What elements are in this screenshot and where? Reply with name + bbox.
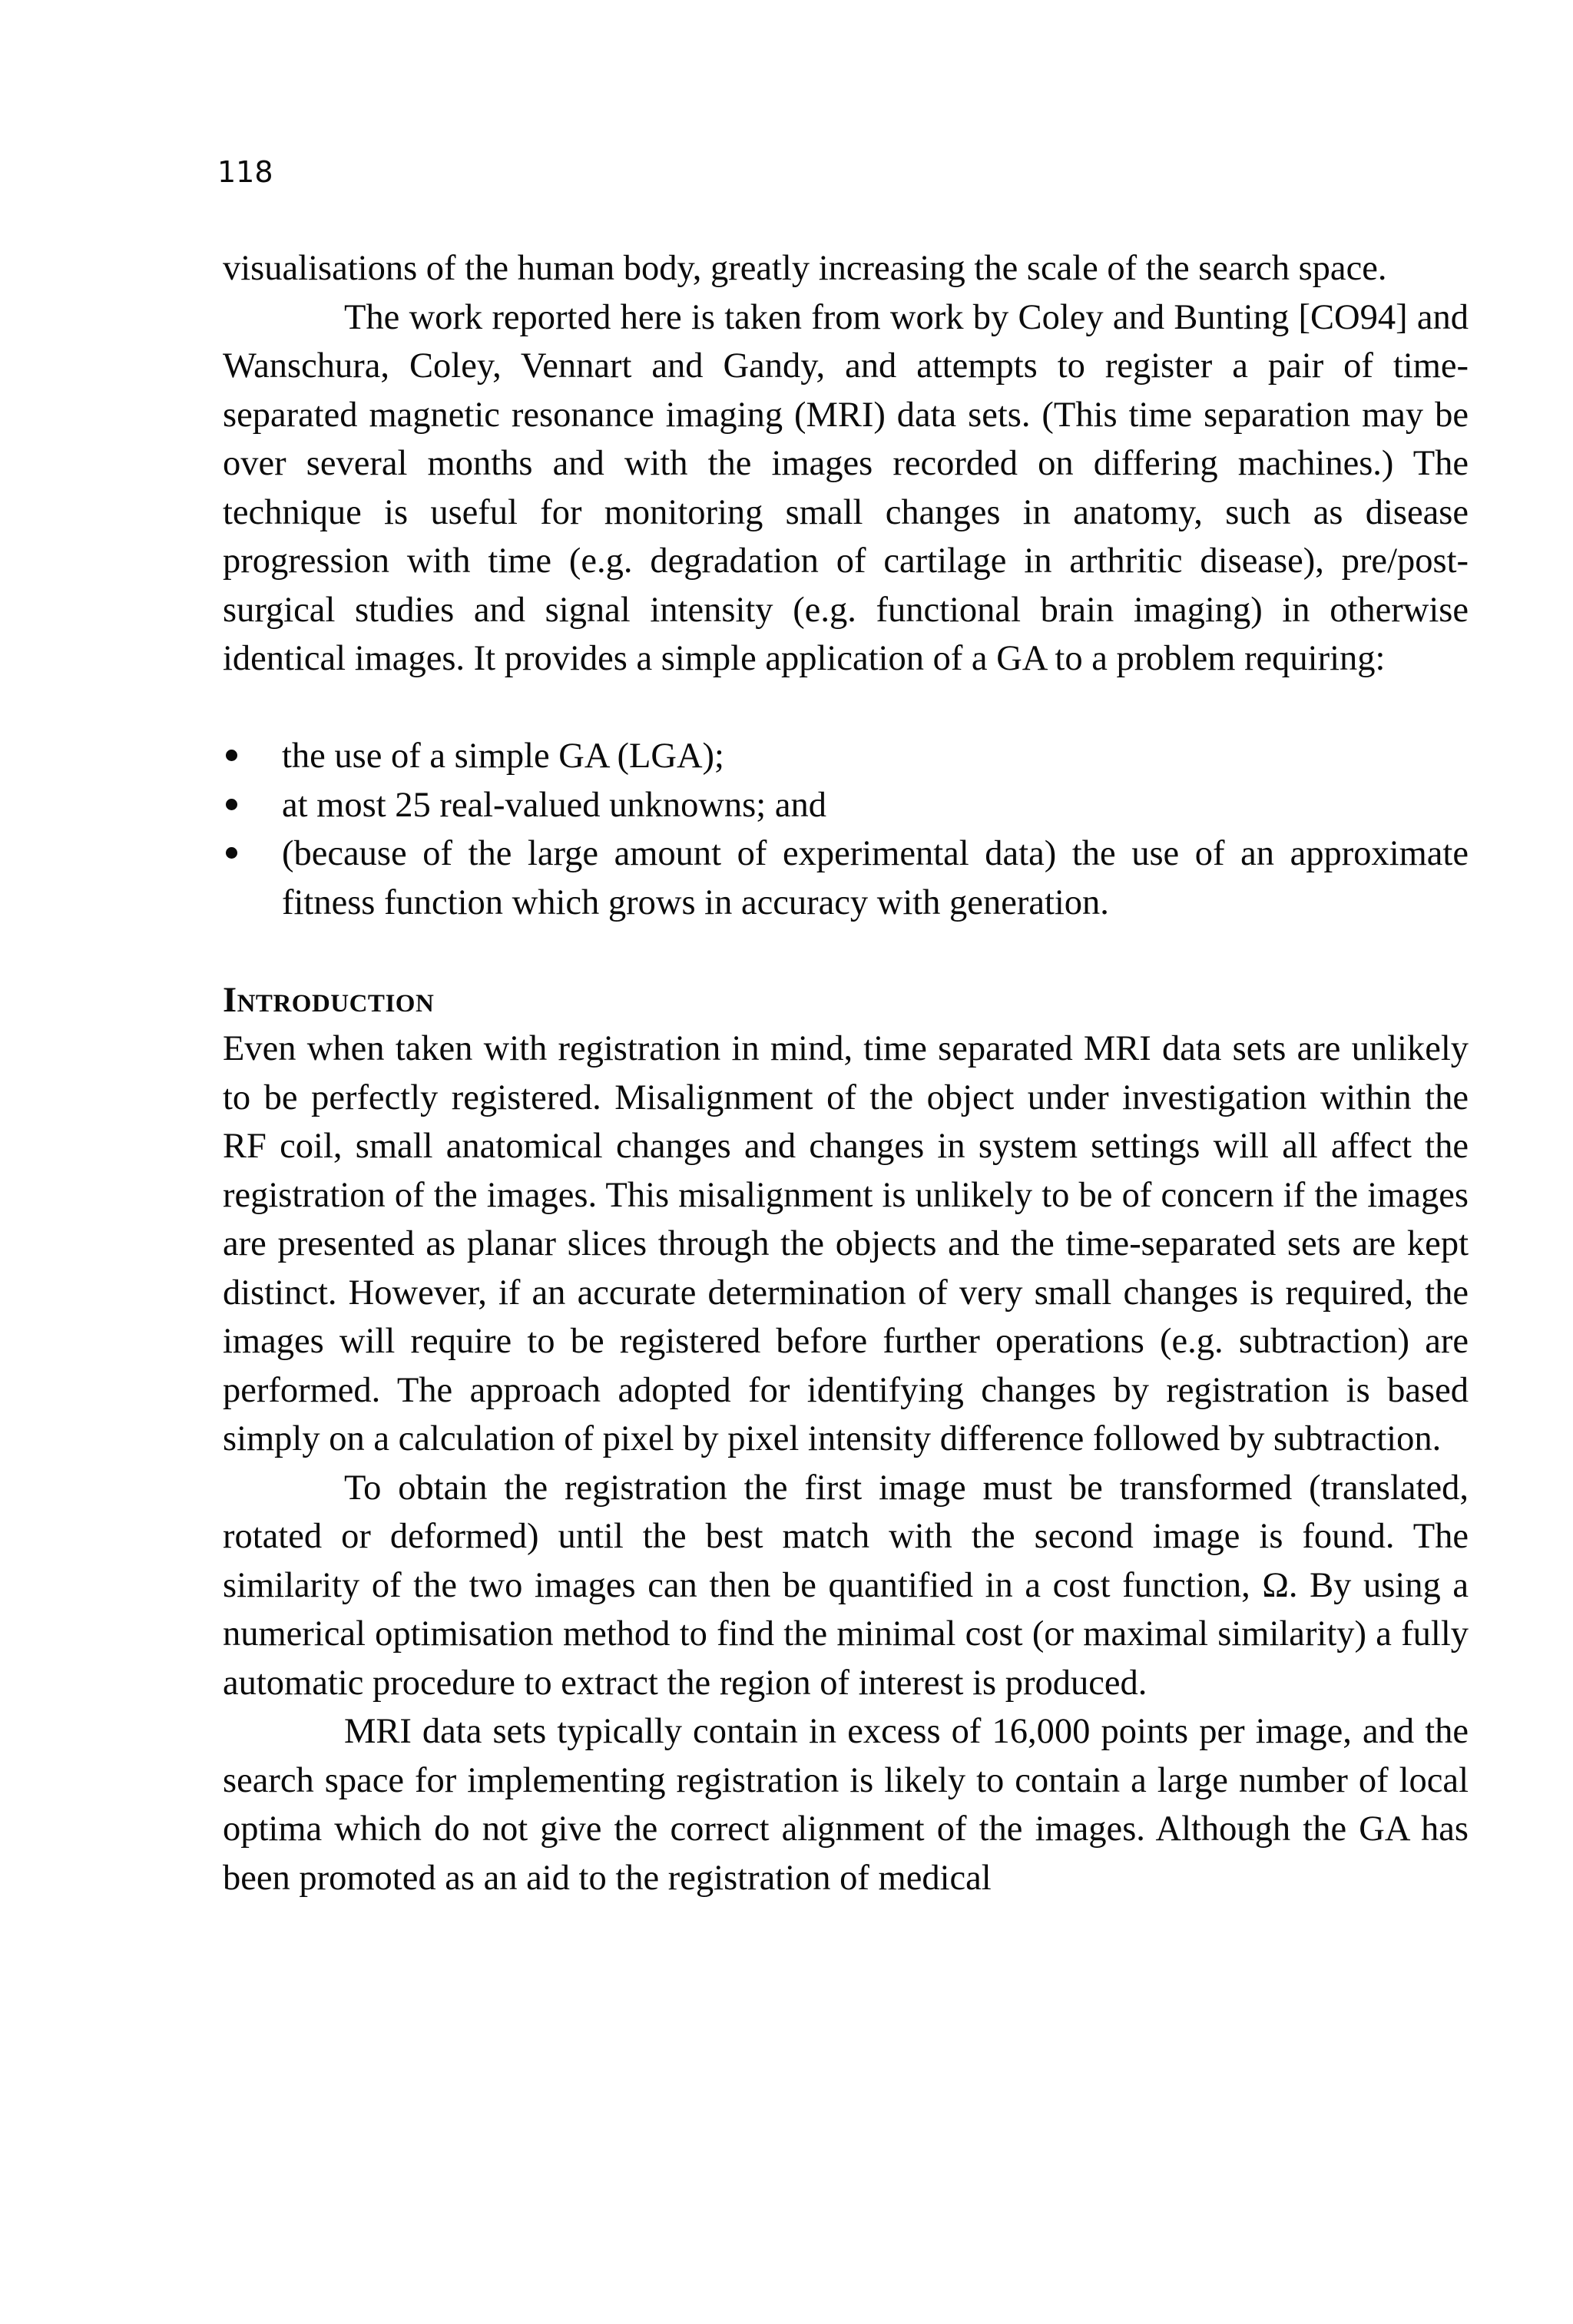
paragraph-mri-data: MRI data sets typically contain in excess of 16,000 points per image, and the search space for implementing registration is likely to contain a large number of local optima which do not give the correct alignment of the images. Although the GA has been promoted as an aid to the registration of medical bbox=[223, 1712, 1469, 1898]
paragraph-continued: visualisations of the human body, greatly increasing the scale of the search space. bbox=[223, 249, 1387, 288]
paragraph-work-reported: The work reported here is taken from work by Coley and Bunting [CO94] and Wanschura, Coley, Vennart and Gandy, and attempts to register a pair of time-separated magnetic resonance imaging (MRI) data sets. (This time separation may be over several months and with the images recorded on differing machines.) The technique is useful for monitoring small changes in anatomy, such as disease progression with time (e.g. degradation of cartilage in arthritic disease), pre/post-surgical studies and signal intensity (e.g. functional brain imaging) in otherwise identical images. It provides a simple application of a GA to a problem requiring: bbox=[223, 297, 1469, 678]
paragraph-intro: Even when taken with registration in mind, time separated MRI data sets are unlikely to be perfectly registered. Misalignment of the object under investigation within the RF coil, small anatomical changes and changes in system settings will all affect the registration of the images. This misalignment is unlikely to be of concern if the images are presented as planar slices through the objects and the time-separated sets are kept distinct. However, if an accurate determination of very small changes is required, the images will require to be registered before further operations (e.g. subtraction) are performed. The approach adopted for identifying changes by registration is based simply on a calculation of pixel by pixel intensity difference followed by subtraction. bbox=[223, 1029, 1469, 1458]
section-heading: Introduction bbox=[223, 980, 435, 1020]
bullet-icon bbox=[226, 750, 237, 761]
body-text bbox=[223, 244, 1469, 1902]
list-item-text: the use of a simple GA (LGA); bbox=[282, 737, 724, 776]
list-item bbox=[223, 829, 1469, 927]
page-number: 118 bbox=[217, 155, 273, 189]
list-item-text: (because of the large amount of experimental data) the use of an approximate fitness function which grows in accuracy with generation. bbox=[282, 834, 1469, 922]
list-item bbox=[223, 781, 1469, 830]
list-item bbox=[223, 732, 1469, 781]
requirements-list bbox=[223, 732, 1469, 927]
bullet-icon bbox=[226, 847, 237, 859]
paragraph-registration: To obtain the registration the first image must be transformed (translated, rotated or deformed) until the best match with the second image is found. The similarity of the two images can then be quantified in a cost function, Ω. By using a numerical optimisation method to find the minimal cost (or maximal similarity) a fully automatic procedure to extract the region of interest is produced. bbox=[223, 1468, 1469, 1703]
bullet-icon bbox=[226, 799, 237, 810]
list-item-text: at most 25 real-valued unknowns; and bbox=[282, 785, 826, 825]
